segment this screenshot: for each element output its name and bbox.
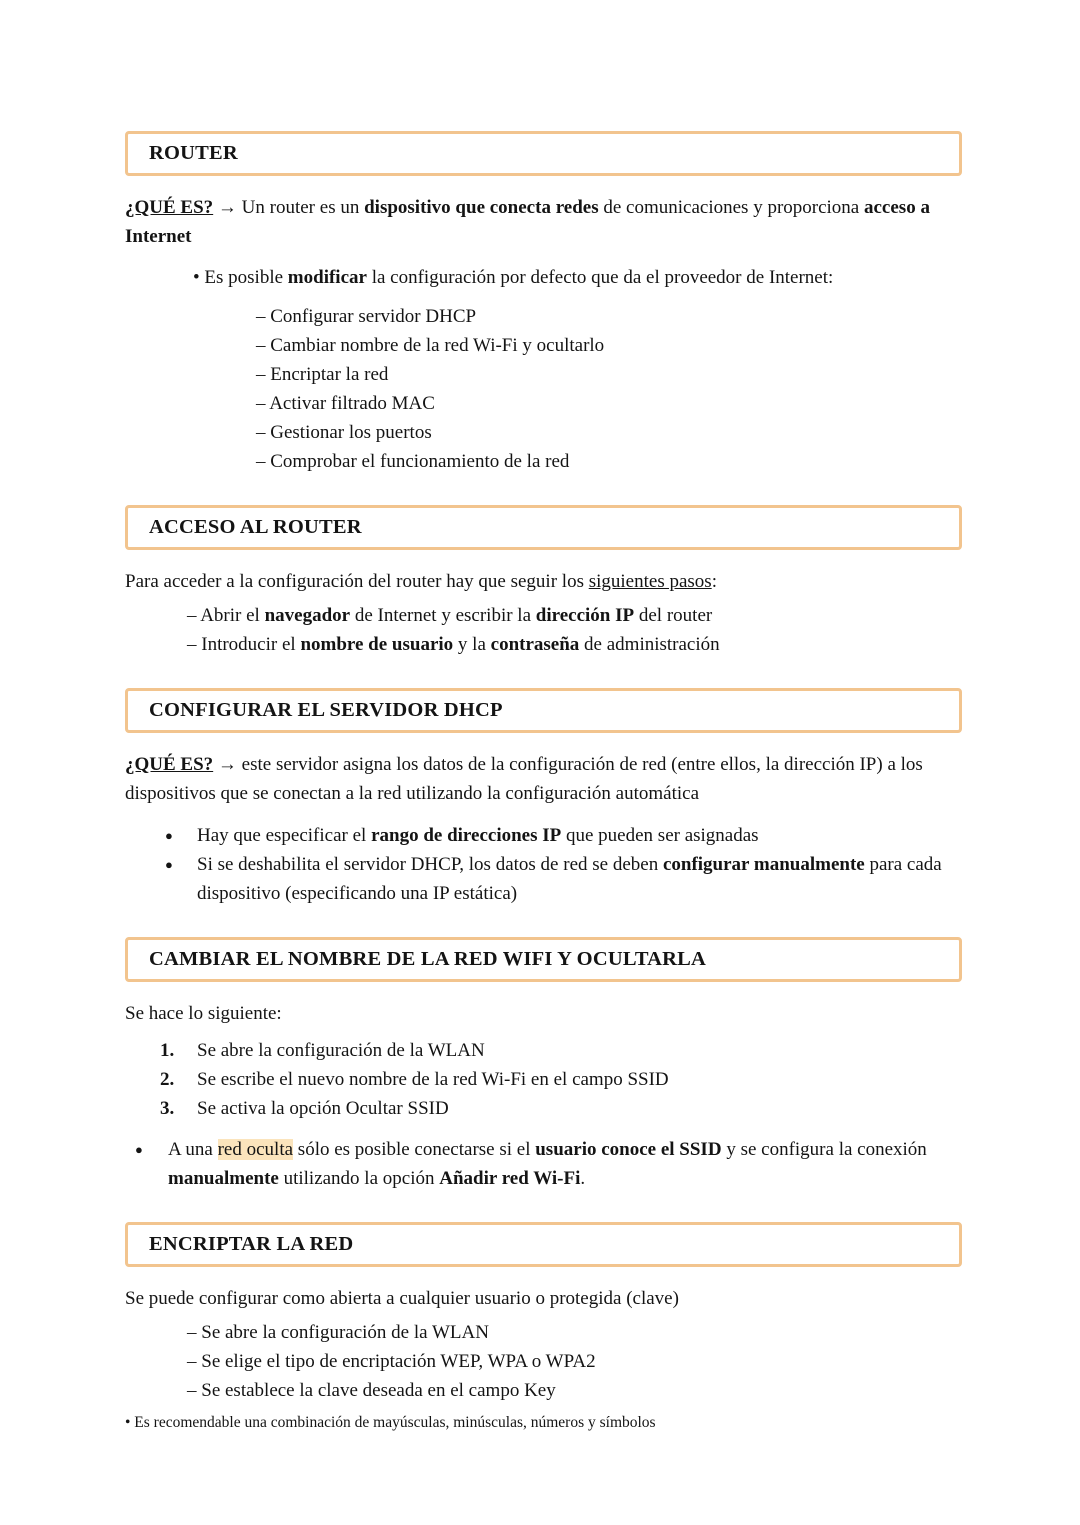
text-segment-highlight: red oculta bbox=[217, 1139, 294, 1160]
text-segment: para cada dispositivo (especificando una IP estática) bbox=[197, 854, 942, 904]
text-segment: – Abrir el bbox=[187, 605, 265, 626]
list-item-text: Se escribe el nuevo nombre de la red Wi-Fi en el campo SSID bbox=[197, 1069, 669, 1090]
list-item: – Comprobar el funcionamiento de la red bbox=[256, 451, 570, 472]
wifi-numbered-list bbox=[160, 1036, 962, 1123]
section-title-router: ROUTER bbox=[149, 142, 238, 164]
list-item-text: Se activa la opción Ocultar SSID bbox=[197, 1098, 449, 1119]
text-segment: → Un router es un bbox=[213, 197, 365, 218]
que-es-label: ¿QUÉ ES? bbox=[125, 754, 214, 775]
text-segment: sólo es posible conectarse si el bbox=[293, 1139, 536, 1160]
text-segment: la configuración por defecto que da el proveedor de Internet: bbox=[366, 267, 834, 288]
section-title-wifi: CAMBIAR EL NOMBRE DE LA RED WIFI Y OCULTARLA bbox=[149, 948, 707, 970]
section-header-wifi bbox=[125, 937, 962, 982]
list-item bbox=[160, 1036, 962, 1065]
text-segment: y se configura la conexión bbox=[721, 1139, 927, 1160]
list-item: – Configurar servidor DHCP bbox=[256, 306, 477, 327]
list-item bbox=[160, 1065, 962, 1094]
text-segment-bold: configurar manualmente bbox=[662, 854, 865, 875]
list-item: – Cambiar nombre de la red Wi-Fi y ocultarlo bbox=[256, 335, 605, 356]
wifi-intro-paragraph: Se hace lo siguiente: bbox=[125, 1003, 282, 1024]
text-segment-bold: rango de direcciones IP bbox=[371, 825, 562, 846]
text-segment: A una bbox=[168, 1139, 218, 1160]
section-header-dhcp bbox=[125, 688, 962, 733]
text-segment: y la bbox=[453, 634, 491, 655]
section-header-encriptar bbox=[125, 1222, 962, 1267]
text-segment: Es posible bbox=[199, 267, 288, 288]
bullet-marker: • bbox=[193, 267, 200, 288]
text-segment: : bbox=[711, 571, 717, 592]
list-item: – Gestionar los puertos bbox=[256, 422, 432, 443]
text-segment-bold: nombre de usuario bbox=[300, 634, 454, 655]
wifi-note bbox=[135, 1135, 962, 1193]
text-segment: de administración bbox=[579, 634, 720, 655]
router-intro-paragraph bbox=[125, 193, 962, 251]
note-text bbox=[168, 1135, 962, 1193]
text-segment: Si se deshabilita el servidor DHCP, los datos de red se deben bbox=[197, 854, 663, 875]
section-router bbox=[125, 131, 962, 476]
encriptar-intro-paragraph: Se puede configurar como abierta a cualquier usuario o protegida (clave) bbox=[125, 1288, 679, 1309]
text-segment-bold: navegador bbox=[264, 605, 351, 626]
list-item: – Se elige el tipo de encriptación WEP, WPA o WPA2 bbox=[187, 1351, 596, 1372]
text-segment-underline: siguientes pasos bbox=[588, 571, 712, 592]
dot-bullet-marker: ● bbox=[165, 857, 173, 872]
encriptar-footnote: • Es recomendable una combinación de mayúsculas, minúsculas, números y símbolos bbox=[125, 1414, 656, 1431]
text-segment: → este servidor asigna los datos de la configuración de red (entre ellos, la dirección IP) a los dispositivos que se conectan a la red utilizando la configuración automática bbox=[125, 754, 923, 804]
dhcp-intro-paragraph bbox=[125, 750, 962, 808]
text-segment-bold: modificar bbox=[287, 267, 367, 288]
section-header-acceso bbox=[125, 505, 962, 550]
text-segment-bold: dispositivo que conecta redes bbox=[364, 197, 599, 218]
section-title-acceso: ACCESO AL ROUTER bbox=[149, 516, 362, 538]
acceso-dash-list bbox=[187, 601, 962, 659]
list-item: – Encriptar la red bbox=[256, 364, 389, 385]
text-segment-bold: acceso a Internet bbox=[125, 197, 930, 247]
que-es-label: ¿QUÉ ES? bbox=[125, 197, 214, 218]
text-segment: Hay que especificar el bbox=[197, 825, 372, 846]
text-segment: del router bbox=[634, 605, 713, 626]
number-marker: 1. bbox=[160, 1040, 175, 1061]
number-marker: 3. bbox=[160, 1098, 175, 1119]
text-segment-bold: usuario conoce el SSID bbox=[535, 1139, 722, 1160]
list-item: – Activar filtrado MAC bbox=[256, 393, 435, 414]
list-item: – Se establece la clave deseada en el campo Key bbox=[187, 1380, 556, 1401]
text-segment: de comunicaciones y proporciona bbox=[598, 197, 864, 218]
section-header-router bbox=[125, 131, 962, 176]
list-item bbox=[187, 630, 962, 659]
section-wifi bbox=[125, 937, 962, 1193]
text-segment-bold: dirección IP bbox=[535, 605, 635, 626]
list-item bbox=[160, 1094, 962, 1123]
list-item-text bbox=[197, 821, 962, 850]
text-segment-bold: manualmente bbox=[168, 1168, 279, 1189]
dot-bullet-marker: ● bbox=[135, 1142, 143, 1157]
section-acceso bbox=[125, 505, 962, 659]
section-title-encriptar: ENCRIPTAR LA RED bbox=[149, 1233, 354, 1255]
text-segment: utilizando la opción bbox=[278, 1168, 440, 1189]
text-segment: de Internet y escribir la bbox=[350, 605, 536, 626]
dot-bullet-marker: ● bbox=[165, 828, 173, 843]
text-segment-bold: contraseña bbox=[490, 634, 580, 655]
text-segment: – Introducir el bbox=[187, 634, 301, 655]
acceso-intro-paragraph bbox=[125, 567, 962, 596]
list-item bbox=[187, 601, 962, 630]
number-marker: 2. bbox=[160, 1069, 175, 1090]
list-item bbox=[165, 821, 962, 850]
list-item: – Se abre la configuración de la WLAN bbox=[187, 1322, 489, 1343]
router-bullet-paragraph bbox=[193, 263, 962, 292]
text-segment-bold: Añadir red Wi-Fi bbox=[439, 1168, 581, 1189]
list-item-text bbox=[197, 850, 962, 908]
list-item-text: Se abre la configuración de la WLAN bbox=[197, 1040, 485, 1061]
encriptar-dash-list bbox=[187, 1318, 962, 1405]
list-item bbox=[165, 850, 962, 908]
text-segment: . bbox=[580, 1168, 586, 1189]
router-dash-list bbox=[256, 302, 962, 476]
section-title-dhcp: CONFIGURAR EL SERVIDOR DHCP bbox=[149, 699, 503, 721]
section-encriptar bbox=[125, 1222, 962, 1435]
section-dhcp bbox=[125, 688, 962, 908]
dhcp-bullet-list bbox=[125, 821, 962, 908]
text-segment: Para acceder a la configuración del router hay que seguir los bbox=[125, 571, 589, 592]
text-segment: que pueden ser asignadas bbox=[561, 825, 759, 846]
